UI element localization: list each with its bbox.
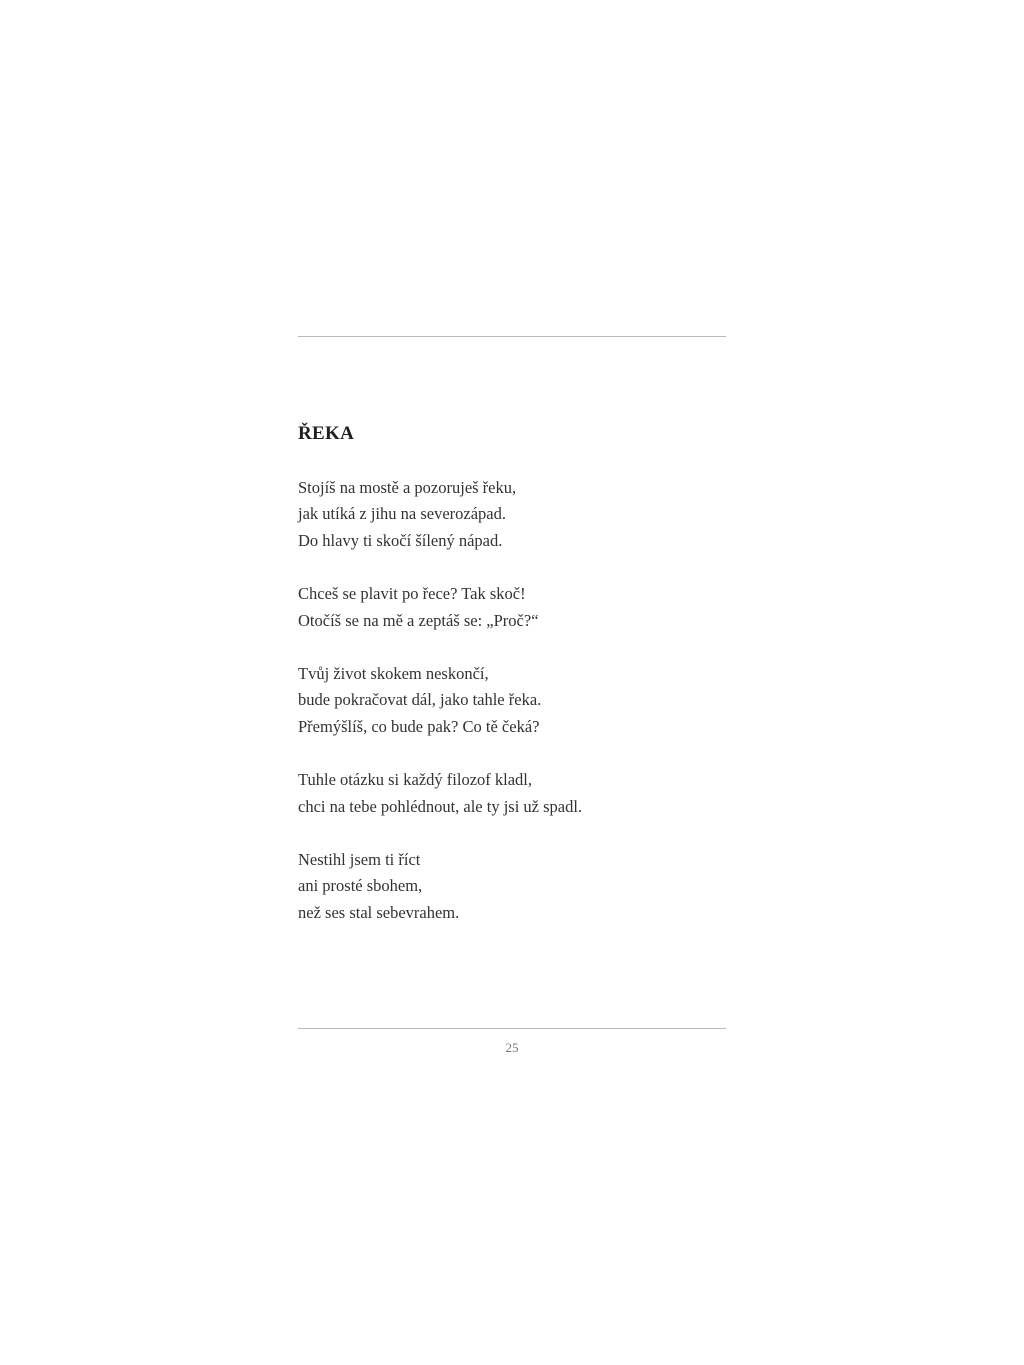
poem-line: Do hlavy ti skočí šílený nápad. (298, 530, 503, 550)
poem-line: Chceš se plavit po řece? Tak skoč! (298, 584, 526, 604)
poem-line: bude pokračovat dál, jako tahle řeka. (298, 690, 542, 710)
poem-line: než ses stal sebevrahem. (298, 902, 460, 922)
poem-line: jak utíká z jihu na severozápad. (298, 504, 506, 524)
poem-line: Stojíš na mostě a pozoruješ řeku, (298, 478, 517, 497)
poem-body (298, 475, 726, 953)
stanza-2 (298, 581, 726, 634)
stanza-5 (298, 847, 726, 926)
poem-line: Tuhle otázku si každý filozof kladl, (298, 770, 533, 790)
poem-line: Otočíš se na mě a zeptáš se: „Proč?“ (298, 610, 539, 630)
stanza-4 (298, 767, 726, 820)
poem-title: ŘEKA (298, 423, 355, 444)
poem-line: Tvůj život skokem neskončí, (298, 664, 489, 684)
poem-line: Nestihl jsem ti říct (298, 850, 421, 870)
bottom-divider (298, 1028, 726, 1029)
top-divider (298, 336, 726, 337)
stanza-1 (298, 475, 726, 554)
page-number: 25 (505, 1040, 519, 1055)
poem-line: chci na tebe pohlédnout, ale ty jsi už spadl. (298, 796, 583, 816)
poem-line: ani prosté sbohem, (298, 876, 423, 896)
stanza-3 (298, 661, 726, 740)
poem-line: Přemýšlíš, co bude pak? Co tě čeká? (298, 716, 540, 736)
